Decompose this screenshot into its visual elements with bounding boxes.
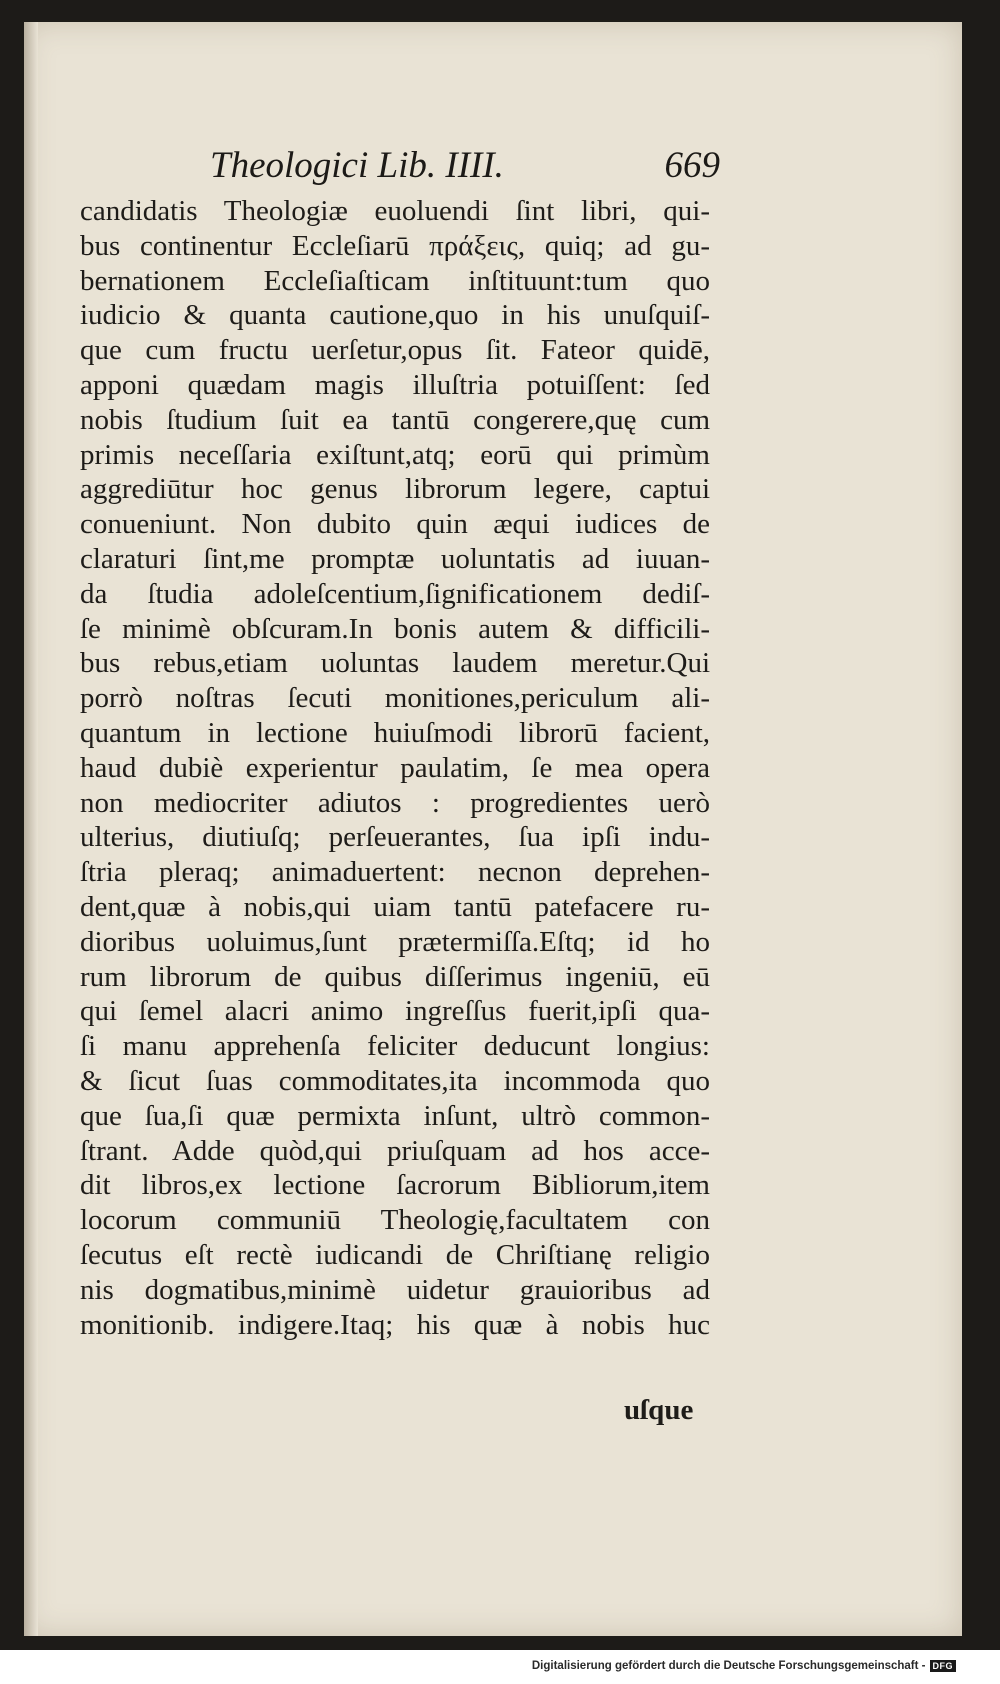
text-line: dioribus uoluimus,ſunt prætermiſſa.Eſtq; id ho	[80, 925, 710, 958]
text-line: ulterius, diutiuſq; perſeuerantes, ſua ipſi indu-	[80, 821, 710, 854]
text-line: nobis ſtudium ſuit ea tantū congerere,quę cum	[80, 403, 710, 436]
book-page	[24, 22, 962, 1636]
text-line: dit libros,ex lectione ſacrorum Bibliorum,item	[80, 1169, 710, 1202]
catchword: uſque	[624, 1394, 694, 1426]
text-line: locorum communiū Theologię,facultatem con	[80, 1204, 710, 1237]
text-line: ſe minimè obſcuram.In bonis autem & difficili-	[80, 612, 710, 645]
text-line: & ſicut ſuas commoditates,ita incommoda quo	[80, 1064, 710, 1097]
text-line: bus rebus,etiam uoluntas laudem meretur.Qui	[80, 647, 710, 680]
text-line: bernationem Eccleſiaſticam inſtituunt:tum quo	[80, 264, 710, 297]
running-head: Theologici Lib. IIII.	[210, 145, 504, 186]
text-line: quantum in lectione huiuſmodi librorū facient,	[80, 716, 710, 749]
text-line: monitionib. indigere.Itaq; his quæ à nobis huc	[80, 1308, 710, 1341]
text-line: iudicio & quanta cautione,quo in his unuſquiſ-	[80, 299, 710, 332]
text-line: ſtria pleraq; animaduertent: necnon deprehen-	[80, 856, 710, 889]
dfg-logo-icon: DFG	[930, 1660, 957, 1672]
digitization-credit	[532, 1660, 956, 1672]
text-line: que cum fructu uerſetur,opus ſit. Fateor quidē,	[80, 334, 710, 367]
text-line: nis dogmatibus,minimè uidetur grauioribus ad	[80, 1273, 710, 1306]
text-line: rum librorum de quibus diſſerimus ingeniū, eū	[80, 960, 710, 993]
credit-text: Digitalisierung gefördert durch die Deutsche Forschungsgemeinschaft -	[531, 1660, 926, 1672]
text-line: claraturi ſint,me promptæ uoluntatis ad iuuan-	[80, 542, 710, 575]
text-line: dent,quæ à nobis,qui uiam tantū patefacere ru-	[80, 890, 710, 923]
text-line: aggrediūtur hoc genus librorum legere, captui	[80, 473, 710, 506]
text-line: ſtrant. Adde quòd,qui priuſquam ad hos acce-	[80, 1134, 710, 1167]
page-header	[210, 144, 720, 196]
page-gutter-shadow	[24, 22, 38, 1636]
text-line: da ſtudia adoleſcentium,ſignificationem dediſ-	[80, 577, 710, 610]
text-line: conueniunt. Non dubito quin æqui iudices de	[80, 508, 710, 541]
text-line: que ſua,ſi quæ permixta inſunt, ultrò common-	[80, 1099, 710, 1132]
text-line: haud dubiè experientur paulatim, ſe mea opera	[80, 751, 710, 784]
text-line: primis neceſſaria exiſtunt,atq; eorū qui primùm	[80, 438, 710, 471]
text-line: qui ſemel alacri animo ingreſſus fuerit,ipſi qua-	[80, 995, 710, 1028]
text-line: candidatis Theologiæ euoluendi ſint libri, qui-	[80, 195, 710, 227]
text-line: non mediocriter adiutos : progredientes uerò	[80, 786, 710, 819]
text-line: porrò noſtras ſecuti monitiones,periculum ali-	[80, 682, 710, 715]
text-line: apponi quædam magis illuſtria potuiſſent: ſed	[80, 368, 710, 401]
text-line: ſecutus eſt rectè iudicandi de Chriſtianę religio	[80, 1238, 710, 1271]
text-line: bus continentur Eccleſiarū πράξεις, quiq; ad gu-	[80, 229, 710, 262]
text-line: ſi manu apprehenſa feliciter deducunt longius:	[80, 1030, 710, 1063]
page-number: 669	[664, 145, 720, 186]
body-text	[80, 194, 710, 1342]
